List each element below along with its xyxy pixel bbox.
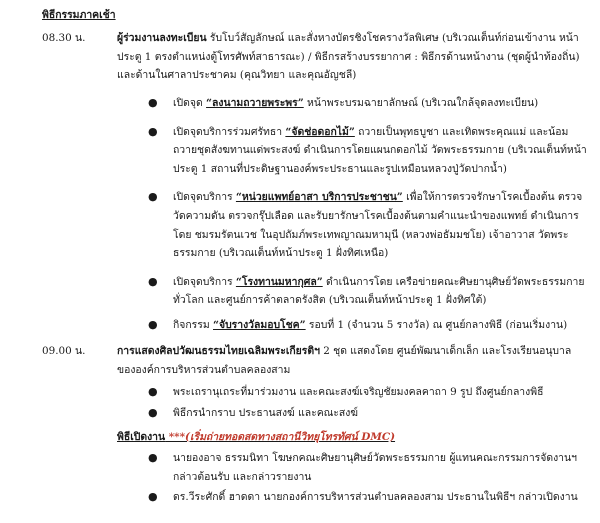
item-text: เปิดจุด xyxy=(173,97,207,109)
item-emphasis: “ลงนามถวายพระพร” xyxy=(206,97,304,109)
opening-ceremony-heading xyxy=(117,428,395,447)
list-item xyxy=(148,449,588,486)
item-text: เพื่อให้การตรวจรักษาโรคเบื้องต้น ตรวจวัดความดัน ตรวจกรุ๊ปเลือด และรับยารักษาโรคเบื้องต้นตามคำแนะนำของแพทย์ ดำเนินการโดย ชมรมรัตนเวช ในอุปถัมภ์พระเทพญาณมหามุนี (หลวงพ่อธัมมชโย) เจ้าอาวาส วัดพระธรรมกาย (บริเวณเต็นท์หน้าประตู 1 ฝั่งทิศเหนือ) xyxy=(173,191,583,260)
time-label-0830: 08.30 น. xyxy=(42,32,86,44)
registration-text: รับโบว์สัญลักษณ์ และสั่งหางบัตรชิงโชครางวัลพิเศษ (บริเวณเต็นท์ก่อนเข้างาน หน้าประตู 1 ตรงตำแหน่งตู้โทรศัพท์สาธารณะ) / พิธีกรสร้างบรรยากาศ : พิธีกรด้านหน้างาน (ชุดผู้นำท้องถิ่น) และด้านในศาลาประชาคม (คุณวิทยา และคุณอัญชลี) xyxy=(117,32,580,82)
item-text: พิธีกรนำกราบ ประธานสงฆ์ และคณะสงฆ์ xyxy=(173,406,359,419)
bullet-icon: ● xyxy=(148,490,158,504)
live-broadcast-note: ***(เริ่มถ่ายทอดสดทางสถานีวิทยุโทรทัศน์ DMC) xyxy=(165,431,396,443)
item-text: กิจกรรม xyxy=(173,318,213,331)
list-item xyxy=(148,488,588,507)
opening-label: พิธีเปิดงาน xyxy=(117,431,166,443)
item-text: พระเถรานุเถระที่มาร่วมงาน และคณะสงฆ์เจริญชัยมงคลคาถา 9 รูป ถึงศูนย์กลางพิธี xyxy=(173,386,544,398)
item-text: รอบที่ 1 (จำนวน 5 รางวัล) ณ ศูนย์กลางพิธี (ก่อนเริ่มงาน) xyxy=(305,318,568,331)
bullet-icon: ● xyxy=(148,124,158,138)
item-text: นายองอาจ ธรรมนิทา โฆษกคณะศิษยานุศิษย์วัดพระธรรมกาย ผู้แทนคณะกรรมการจัดงานฯ กล่าวต้อนรับ และกล่าวรายงาน xyxy=(173,452,577,483)
item-emphasis: “จัดช่อดอกไม้” xyxy=(285,125,355,138)
time-label-0900: 09.00 น. xyxy=(42,345,86,357)
monk-activity-list xyxy=(148,383,588,422)
list-item xyxy=(148,273,588,310)
bullet-icon: ● xyxy=(148,405,158,419)
bullet-icon: ● xyxy=(148,451,158,464)
list-item xyxy=(148,316,588,335)
item-text: ถวายเป็นพุทธบูชา และเทิดพระคุณแม่ และน้อมถวายชุดสังฆทานแด่พระสงฆ์ ดำเนินการโดยแผนกดอกไม้ วัดพระธรรมกาย (บริเวณเต็นท์หน้าประตู 1 สถานที่ประดิษฐานองค์พระประธานและรูปเหมือนหลวงปู่วัดปากน้ำ) xyxy=(173,125,587,175)
bullet-icon: ● xyxy=(148,190,158,204)
bullet-icon: ● xyxy=(148,274,158,288)
performance-paragraph xyxy=(117,342,587,379)
item-text: เปิดจุดบริการ xyxy=(173,191,236,204)
registration-lead: ผู้ร่วมงานลงทะเบียน xyxy=(117,32,207,44)
bullet-icon: ● xyxy=(148,96,158,109)
performance-lead: การแสดงศิลปวัฒนธรรมไทยเฉลิมพระเกียรติฯ xyxy=(117,345,320,357)
list-item xyxy=(148,404,588,423)
performance-text: 2 ชุด แสดงโดย ศูนย์พัฒนาเด็กเล็ก และโรงเรียนอนุบาล ขององค์การบริหารส่วนตำบลคลองสาม xyxy=(117,345,572,376)
item-text: หน้าพระบรมฉายาลักษณ์ (บริเวณใกล้จุดลงทะเบียน) xyxy=(303,97,539,109)
item-emphasis: “โรงทานมหากุศล” xyxy=(235,275,323,288)
bullet-icon: ● xyxy=(148,317,158,331)
item-text: เปิดจุดบริการ xyxy=(173,275,236,288)
list-item xyxy=(148,94,588,113)
item-text: ดร.วีระศักดิ์ ฮาดดา นายกองค์การบริหารส่วนตำบลคลองสาม ประธานในพิธีฯ กล่าวเปิดงาน xyxy=(173,491,578,504)
bullet-icon: ● xyxy=(148,385,158,398)
section-heading: พิธีกรรมภาคเช้า xyxy=(42,9,116,21)
registration-paragraph xyxy=(117,29,587,85)
list-item xyxy=(148,383,588,402)
morning-activity-list xyxy=(148,94,588,335)
item-emphasis: “หน่วยแพทย์อาสา บริการประชาชน” xyxy=(235,191,403,204)
item-text: ดำเนินการโดย เครือข่ายคณะศิษยานุศิษย์วัดพระธรรมกายทั่วโลก และศูนย์การค้าตลาดรังสิต (บริเวณเต็นท์หน้าประตู 1 ฝั่งทิศใต้) xyxy=(173,275,585,307)
list-item xyxy=(148,188,588,262)
item-emphasis: “จับรางวัลมอบโชค” xyxy=(213,318,306,331)
list-item xyxy=(148,123,588,179)
item-text: เปิดจุดบริการร่วมศรัทธา xyxy=(173,125,286,138)
opening-speech-list xyxy=(148,449,588,507)
